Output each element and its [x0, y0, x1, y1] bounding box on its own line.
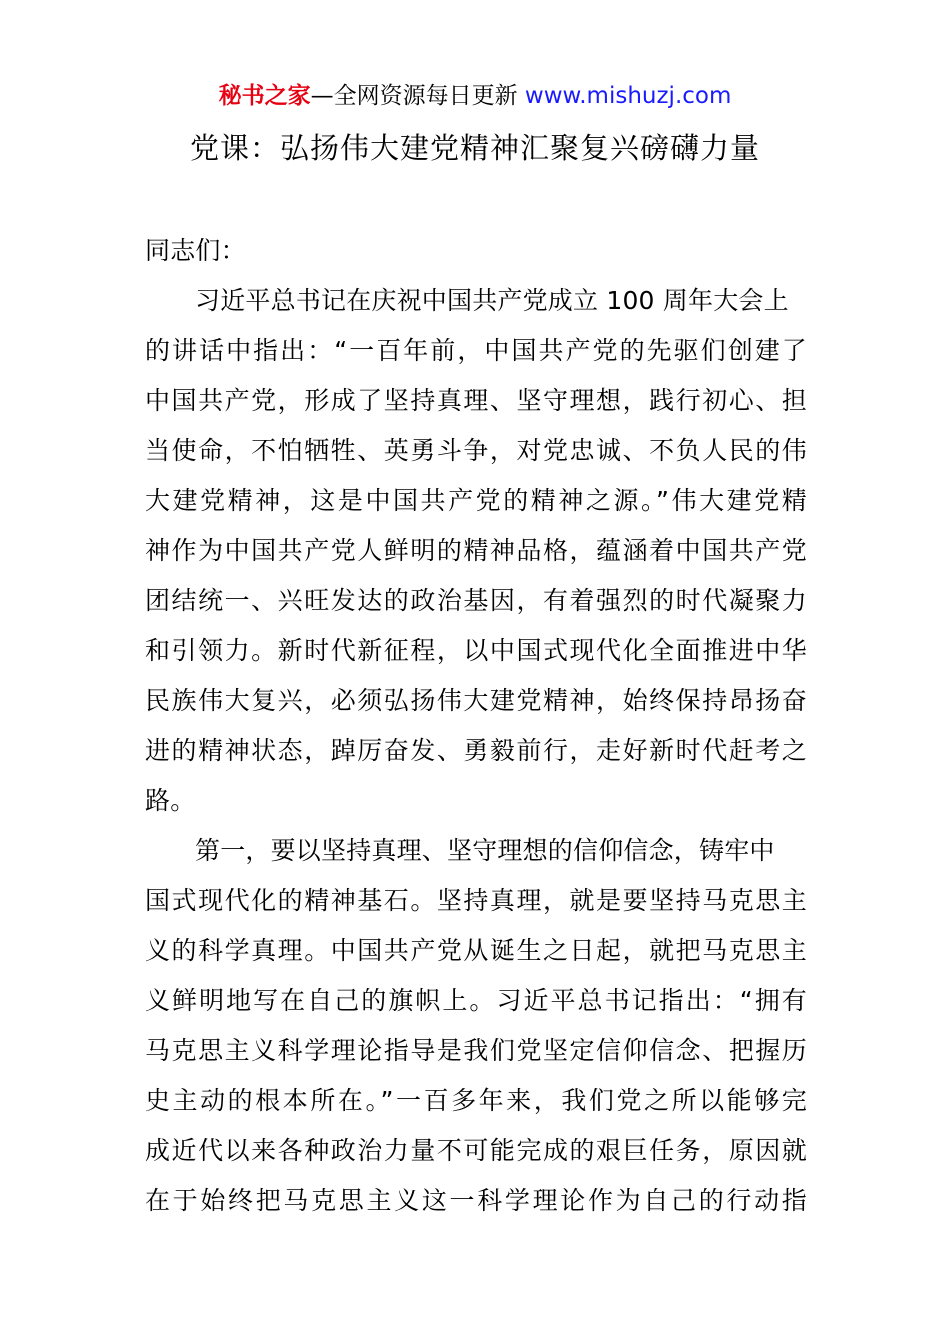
brand-name: 秘书之家	[218, 83, 311, 109]
paragraph-line: 国式现代化的精神基石。坚持真理，就是要坚持马克思主	[145, 886, 807, 915]
paragraph-line: 进的精神状态，踔厉奋发、勇毅前行，走好新时代赶考之	[145, 736, 807, 765]
paragraph-line: 中国共产党，形成了坚持真理、坚守理想，践行初心、担	[145, 386, 807, 415]
document-body	[145, 226, 807, 1226]
document-title: 党课：弘扬伟大建党精神汇聚复兴磅礴力量	[189, 131, 760, 165]
paragraph-line: 民族伟大复兴，必须弘扬伟大建党精神，始终保持昂扬奋	[145, 686, 807, 715]
site-url-link[interactable]: www.mishuzj.com	[524, 83, 732, 109]
paragraph-line: 马克思主义科学理论指导是我们党坚定信仰信念、把握历	[145, 1036, 807, 1065]
paragraph-line: 路。	[145, 786, 196, 815]
paragraph-line: 和引领力。新时代新征程，以中国式现代化全面推进中华	[145, 636, 807, 665]
paragraph-line: 大建党精神，这是中国共产党的精神之源。”伟大建党精	[145, 486, 807, 515]
site-header	[0, 80, 950, 112]
paragraph-line: 在于始终把马克思主义这一科学理论作为自己的行动指	[145, 1186, 807, 1215]
paragraph-line: 习近平总书记在庆祝中国共产党成立 100 周年大会上	[195, 286, 789, 315]
paragraph-line: 的讲话中指出：“一百年前，中国共产党的先驱们创建了	[145, 336, 807, 365]
paragraph-line: 义鲜明地写在自己的旗帜上。习近平总书记指出：“拥有	[145, 986, 807, 1015]
paragraph-line: 神作为中国共产党人鲜明的精神品格，蕴涵着中国共产党	[145, 536, 807, 565]
paragraph-line: 史主动的根本所在。”一百多年来，我们党之所以能够完	[145, 1086, 807, 1115]
header-tagline: —全网资源每日更新	[310, 83, 518, 109]
paragraph-line: 第一，要以坚持真理、坚守理想的信仰信念，铸牢中	[195, 836, 775, 865]
paragraph-line: 成近代以来各种政治力量不可能完成的艰巨任务，原因就	[145, 1136, 807, 1165]
paragraph-line: 义的科学真理。中国共产党从诞生之日起，就把马克思主	[145, 936, 807, 965]
paragraph-line: 当使命，不怕牺牲、英勇斗争，对党忠诚、不负人民的伟	[145, 436, 807, 465]
paragraph-line: 团结统一、兴旺发达的政治基因，有着强烈的时代凝聚力	[145, 586, 807, 615]
salutation-line: 同志们：	[145, 236, 246, 265]
